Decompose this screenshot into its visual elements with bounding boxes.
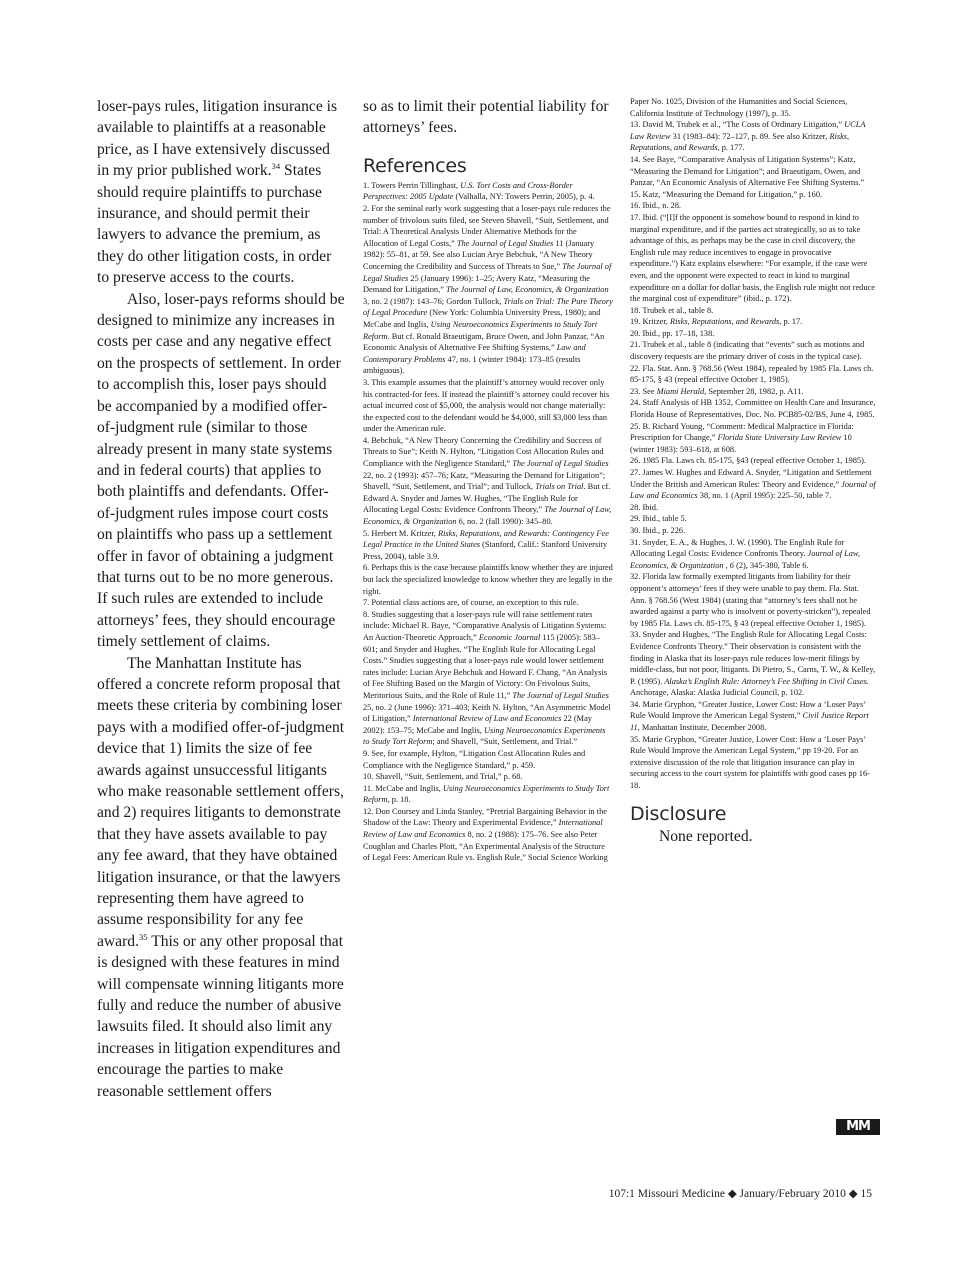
page-footer: 107:1 Missouri Medicine ◆ January/February 2010 ◆ 15 [608, 1188, 872, 1200]
reference-item: 13. David M. Trubek et al., “The Costs of Ordinary Litigation,” UCLA Law Review 31 (1983–84): 72–127, p. 89. See also Kritzer, Risks, Reputations, and Rewards, p. 177. [630, 120, 866, 153]
footnote-marker: 34 [271, 161, 281, 172]
reference-item: 19. Kritzer, Risks, Reputations, and Rewards, p. 17. [630, 317, 803, 327]
reference-list [363, 180, 613, 864]
reference-item: 1. Towers Perrin Tillinghast, U.S. Tort Costs and Cross-Border Perspectives: 2005 Update (Valhalla, NY: Towers Perrin, 2005), p. 4. [363, 180, 595, 202]
reference-item: 6. Perhaps this is the case because plaintiffs know whether they are injured but lack the specialized knowledge to know whether they are legally in the right. [363, 563, 613, 596]
disclosure-text: None reported. [659, 827, 753, 845]
body-paragraph: The Manhattan Institute has offered a concrete reform proposal that meets these criteria by combining loser pays with a modified offer-of-judgment device that 1) limits the size of fee awards against unsuccessful litigants who make reasonable settlement offers, and 2) requires litigants to demonstrate that they have assets available to pay any fee award, that they have obtained litigation insurance, or that the lawyers representing them have agreed to assume responsibility for any fee award.$^{35}$ This or any other proposal that is designed with these features in mind will compensate winning litigants more fully and reduce the number of abusive lawsuits filed. It should also limit any increases in litigation expenditures and encourage the parties to make reasonable settlement offers [97, 654, 345, 1100]
reference-item: 31. Snyder, E. A., & Hughes, J. W. (1990). The English Rule for Allocating Legal Costs: Evidence Confronts Theory. Journal of Law, Economics, & Organization , 6 (2), 345-380, Table 6. [630, 537, 860, 570]
reference-item: 24. Staff Analysis of HB 1352, Committee on Health Care and Insurance, Florida House of Representatives, Doc. No. PCB85-02/BS, June 4, 1985. [630, 398, 876, 420]
reference-item: 25. B. Richard Young, “Comment: Medical Malpractice in Florida: Prescription for Change,” Florida State University Law Review 10 (winter 1983): 593–618, at 608. [630, 421, 854, 454]
reference-item: 30. Ibid., p. 226. [630, 525, 686, 535]
reference-item: 29. Ibid., table 5. [630, 514, 687, 524]
reference-item: 26. 1985 Fla. Laws ch. 85-175, §43 (repeal effective October 1, 1985). [630, 456, 866, 466]
column-right [630, 96, 876, 847]
reference-item: 16. Ibid., n. 28. [630, 201, 681, 211]
reference-item: 3. This example assumes that the plaintiff’s attorney would recover only his contracted-for fees. If instead the plaintiff’s attorney could recover his actual incurred cost of $5,000, the analysis would not change materially: the expected cost to the defendant would be $4,000, still $3,000 less than under the American rule. [363, 377, 610, 434]
body-paragraph: so as to limit their potential liability for attorneys’ fees. [363, 98, 609, 137]
reference-item: 20. Ibid., pp. 17–18, 138. [630, 328, 715, 338]
reference-item: 32. Florida law formally exempted litigants from liability for their opponent’s attorneys’ fees if they were unable to pay them. Fla. Stat. Ann. § 768.56 (West 1984) (stating that “attorney’s fees shall not be awarded against a party who is insolvent or poverty-stricken”), repealed by 1985 Fla. Laws ch. 85-175, § 43 (repeal effective October 1, 1985). [630, 572, 871, 628]
reference-item: 11. McCabe and Inglis, Using Neuroeconomics Experiments to Study Tort Reform, p. 18. [363, 783, 610, 805]
reference-item: 9. See, for example, Hylton, “Litigation Cost Allocation Rules and Compliance with the Negligence Standard,” p. 459. [363, 748, 586, 770]
reference-item: 34. Marie Gryphon, “Greater Justice, Lower Cost: How a ‘Loser Pays’ Rule Would Improve the American Legal System,” Civil Justice Report 11, Manhattan Institute, December 2008. [630, 699, 869, 733]
reference-item: 27. James W. Hughes and Edward A. Snyder, “Litigation and Settlement Under the British and American Rules: Theory and Evidence,” Journal of Law and Economics 38, no. 1 (April 1995): 225–50, table 7. [630, 468, 876, 501]
body-paragraph: Also, loser-pays reforms should be designed to minimize any increases in costs per case and any negative effect on the prospects of settlement. In order to accomplish this, loser pays should be accompanied by a modified offer-of-judgment rule (similar to those already present in many state systems and in federal courts) that applies to both plaintiffs and defendants. Offer-of-judgment rules impose court costs on plaintiffs who pass up a settlement offer in favor of obtaining a judgment that turns out to be no more generous. If such rules are extended to include attorneys’ fees, they should encourage timely settlement of claims. [97, 290, 345, 651]
reference-item: 33. Snyder and Hughes, “The English Rule for Allocating Legal Costs: Evidence Confronts Theory.” Their observation is consistent with the finding in Alaska that its loser-pays rule reduces low-merit filings by middle-class, but not poor, litigants. Di Pietro, S., Carns, T. W., & Kelley, P. (1995). Alaska’s English Rule: Attorney’s Fee Shifting in Civil Cases. Anchorage, Alaska: Alaska Judicial Council, p. 102. [630, 630, 876, 698]
reference-item: 23. See Miami Herald, September 28, 1982, p. A11. [630, 386, 804, 396]
reference-item: 12. Don Coursey and Linda Stanley, “Pretrial Bargaining Behavior in the Shadow of the Law: Theory and Experimental Evidence,” International Review of Law and Economics 8, no. 2 (1988): 175–76. See also Peter Coughlan and Charles Plott, “An Experimental Analysis of the Structure of Legal Fees: American Rule vs. English Rule,” Social Science Working [363, 806, 608, 863]
reference-item: 2. For the seminal early work suggesting that a loser-pays rule reduces the number of frivolous suits filed, see Steven Shavell, “Suit, Settlement, and Trial: A Theoretical Analysis Under Alternative Methods for the Allocation of Legal Costs,” The Journal of Legal Studies 11 (January 1982): 55–81, at 59. See also Lucian Arye Bebchuk, “A New Theory Concerning the Credibility and Success of Threats to Sue,” The Journal of Legal Studies 25 (January 1996): 1–25; Avery Katz, “Measuring the Demand for Litigation,” The Journal of Law, Economics, & Organization 3, no. 2 (1987): 143–76; Gordon Tullock, Trials on Trial: The Pure Theory of Legal Procedure (New York: Columbia University Press, 1980); and McCabe and Inglis, Using Neuroeconomics Experiments to Study Tort Reform. But cf. Ronald Braeutigam, Bruce Owen, and John Panzar, “An Economic Analysis of Alternative Fee Shifting Systems,” Law and Contemporary Problems 47, no. 1 (winter 1984): 173–85 (results ambiguous). [363, 204, 613, 376]
reference-item: 14. See Baye, “Comparative Analysis of Litigation Systems”; Katz, “Measuring the Demand for Litigation”; and Braeutigam, Owen, and Panzar, “An Economic Analysis of Alternative Fee Shifting Systems.” [630, 154, 865, 188]
reference-item: 17. Ibid. (“[I]f the opponent is somehow bound to respond in kind to marginal expenditure, and if the parties act strategically, so as to take advantage of this, as perhaps may be the case in civil discovery, the English rule may reduce incentives to engage in provocative expenditure.”) Katz explains elsewhere: “For example, if the case were even, and the opponent were expected to react in kind to marginal expenditure on a dollar for dollar basis, the English rule might not reduce the marginal cost of expenditure” (ibid., p. 172). [630, 212, 875, 304]
column-middle [363, 96, 613, 864]
reference-item: 5. Herbert M. Kritzer, Risks, Reputations, and Rewards: Contingency Fee Legal Practice in the United States (Stanford, Calif.: Stanford University Press, 2004), table 3.9. [363, 528, 609, 561]
body-paragraph: loser-pays rules, litigation insurance is available to plaintiffs at a reasonable price, as I have extensively discussed in my prior published work.$^{34}$ States should require plaintiffs to purchase insurance, and should permit their lawyers to advance the premium, as they do other litigation costs, in order to preserve access to the courts. [97, 98, 338, 287]
reference-item: 22. Fla. Stat. Ann. § 768.56 (West 1984), repealed by 1985 Fla. Laws ch. 85-175, § 43 (repeal effective October 1, 1985). [630, 363, 874, 385]
footnote-marker: 35 [139, 931, 148, 942]
column-left [97, 96, 345, 1102]
reference-item: 7. Potential class actions are, of course, an exception to this rule. [363, 598, 579, 608]
reference-item: 35. Marie Gryphon, “Greater Justice, Lower Cost: How a ‘Loser Pays’ Rule Would Improve the American Legal System,” pp 19-20. For an extensive discussion of the role that litigation insurance can play in securing access to the court system for plaintiffs with good cases pp 16-18. [630, 734, 870, 791]
reference-item: 10. Shavell, “Suit, Settlement, and Trial,” p. 68. [363, 772, 523, 782]
references-heading: References [363, 154, 467, 177]
reference-item: 28. Ibid. [630, 502, 659, 512]
reference-item: 18. Trubek et al., table 8. [630, 305, 714, 315]
reference-item: Paper No. 1025, Division of the Humanities and Social Sciences, California Institute of Technology (1997), p. 35. [630, 97, 848, 118]
reference-item: 8. Studies suggesting that a loser-pays rule will raise settlement rates include: Michael R. Baye, “Comparative Analysis of Litigation Systems: An Auction-Theoretic Approach,” Economic Journal 115 (2005): 583–601; and Snyder and Hughes, “The English Rule for Allocating Legal Costs.” Studies suggesting that a loser-pays rule would lower settlement rates include: Lucian Arye Bebchuk and Howard F. Chang, “An Analysis of Fee Shifting Based on the Margin of Victory: On Frivolous Suits, Meritorious Suits, and the Role of Rule 11,” The Journal of Legal Studies 25, no. 2 (June 1996): 371–403; Keith N. Hylton, “An Asymmetric Model of Litigation,” International Review of Law and Economics 22 (May 2002): 153–75; McCabe and Inglis, Using Neuroeconomics Experiments to Study Tort Reform; and Shavell, “Suit, Settlement, and Trial.” [363, 609, 611, 747]
reference-item: 15. Katz, “Measuring the Demand for Litigation,” p. 160. [630, 189, 823, 199]
reference-item: 21. Trubek et al., table 8 (indicating that “events” such as motions and discovery requests are the primary driver of costs in the typical case). [630, 340, 865, 362]
reference-list [630, 96, 876, 792]
missouri-medicine-logo: MM [836, 1119, 880, 1135]
reference-item: 4. Bebchuk, “A New Theory Concerning the Credibility and Success of Threats to Sue”; Keith N. Hylton, “Litigation Cost Allocation Rules and Compliance with the Negligence Standard,” The Journal of Legal Studies 22, no. 2 (1993): 457–76; Katz, “Measuring the Demand for Litigation”; Shavell, “Suit, Settlement, and Trial”; and Tullock, Trials on Trial. But cf. Edward A. Snyder and James W. Hughes, “The English Rule for Allocating Legal Costs: Evidence Confronts Theory,” The Journal of Law, Economics, & Organization 6, no. 2 (fall 1990): 345–80. [363, 435, 612, 527]
disclosure-heading: Disclosure [630, 802, 727, 825]
